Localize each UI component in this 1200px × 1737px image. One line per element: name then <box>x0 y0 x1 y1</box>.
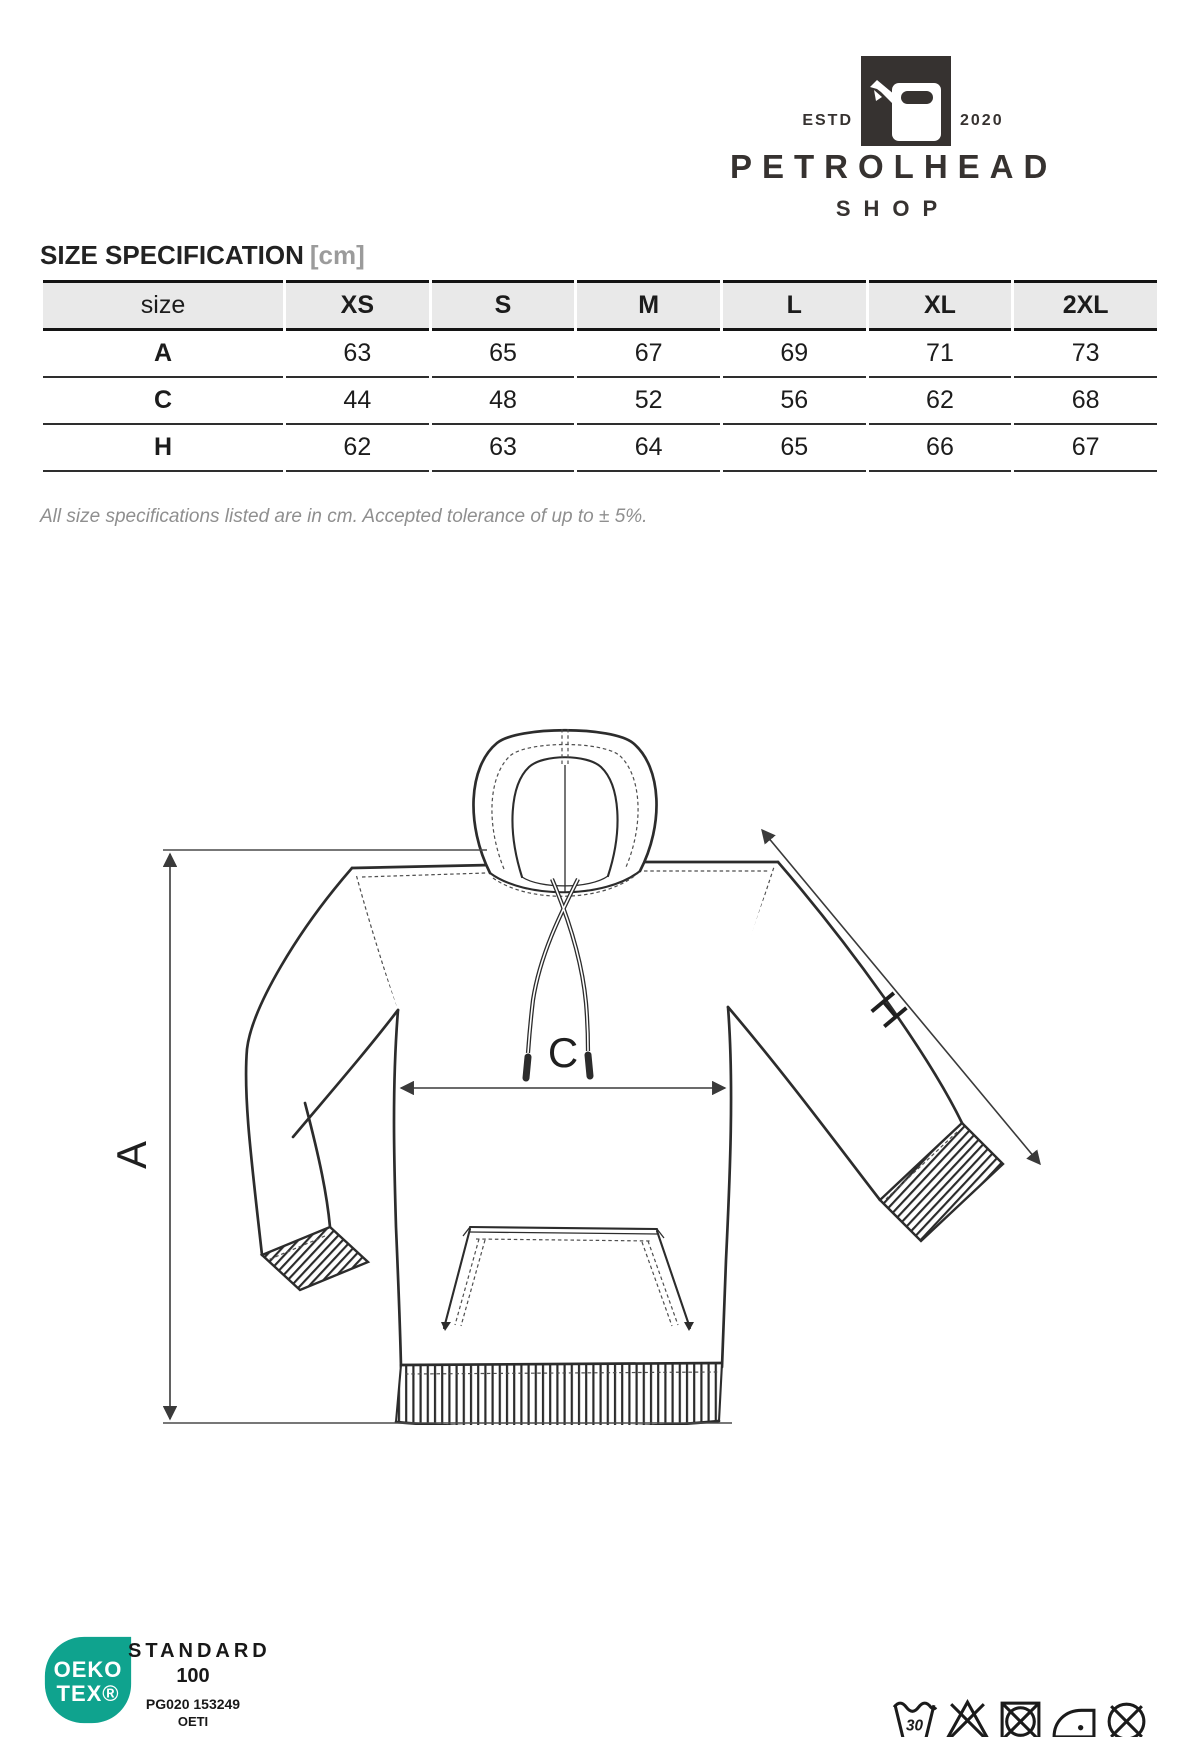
row-label-c: C <box>43 378 283 425</box>
cell-h-m: 64 <box>577 425 720 472</box>
page-title <box>40 240 365 271</box>
cell-h-xs: 62 <box>286 425 429 472</box>
hoodie-technical-drawing <box>0 615 1200 1425</box>
cell-h-xl: 66 <box>869 425 1012 472</box>
cell-c-xs: 44 <box>286 378 429 425</box>
column-header-xl: XL <box>869 280 1012 331</box>
do-not-dry-clean-icon <box>1103 1697 1150 1737</box>
table-row-h <box>43 425 1157 472</box>
cell-c-m: 52 <box>577 378 720 425</box>
column-header-xs: XS <box>286 280 429 331</box>
cell-h-s: 63 <box>432 425 575 472</box>
dimension-label-c: C <box>547 1029 579 1076</box>
cell-h-l: 65 <box>723 425 866 472</box>
cell-a-2xl: 73 <box>1014 331 1157 378</box>
wash-temp-label: 30 <box>905 1717 924 1735</box>
standard-number: 100 <box>176 1665 210 1687</box>
iron-low-heat-icon <box>1050 1697 1097 1737</box>
table-row-c <box>43 378 1157 425</box>
cell-c-xl: 62 <box>869 378 1012 425</box>
brand-subtitle: SHOP <box>835 196 951 221</box>
standard-label: STANDARD <box>128 1640 271 1662</box>
dimension-label-a: A <box>108 1140 155 1170</box>
page-title-text: SIZE SPECIFICATION <box>40 240 304 270</box>
kangaroo-pocket <box>441 1227 694 1331</box>
oeko-label: OEKO <box>53 1657 123 1683</box>
oeko-tex-badge <box>42 1634 134 1726</box>
certificate-code: PG020 153249 <box>145 1696 241 1712</box>
do-not-tumble-dry-icon <box>997 1697 1044 1737</box>
row-label-a: A <box>43 331 283 378</box>
certification-text-block <box>128 1640 271 1729</box>
column-header-size: size <box>43 280 283 331</box>
column-header-s: S <box>432 280 575 331</box>
cell-c-l: 56 <box>723 378 866 425</box>
cell-c-s: 48 <box>432 378 575 425</box>
right-sleeve <box>728 862 1003 1241</box>
row-label-h: H <box>43 425 283 472</box>
cell-h-2xl: 67 <box>1014 425 1157 472</box>
column-header-2xl: 2XL <box>1014 280 1157 331</box>
cell-a-xl: 71 <box>869 331 1012 378</box>
brand-estd-label: ESTD <box>802 112 853 129</box>
wash-30-icon <box>891 1697 938 1737</box>
brand-year-label: 2020 <box>960 112 1004 129</box>
column-header-m: M <box>577 280 720 331</box>
care-symbols-row <box>891 1697 1150 1737</box>
do-not-bleach-icon <box>944 1697 991 1737</box>
tolerance-note: All size specifications listed are in cm. Accepted tolerance of up to ± 5%. <box>40 506 648 527</box>
jerry-can-logo-icon <box>861 56 951 146</box>
table-row-a <box>43 331 1157 378</box>
cell-a-s: 65 <box>432 331 575 378</box>
tex-label: TEX® <box>56 1681 120 1707</box>
column-header-l: L <box>723 280 866 331</box>
cell-a-m: 67 <box>577 331 720 378</box>
dimension-label-h: H <box>861 982 917 1037</box>
page-title-unit: [cm] <box>309 240 365 270</box>
hem-ribbing <box>396 1363 722 1425</box>
cell-a-xs: 63 <box>286 331 429 378</box>
certifying-institute: OETI <box>177 1714 209 1729</box>
size-spec-table <box>40 280 1160 472</box>
table-header-row <box>43 280 1157 331</box>
cell-a-l: 69 <box>723 331 866 378</box>
cell-c-2xl: 68 <box>1014 378 1157 425</box>
brand-name: PETROLHEAD <box>730 148 1058 185</box>
hood <box>473 729 656 896</box>
